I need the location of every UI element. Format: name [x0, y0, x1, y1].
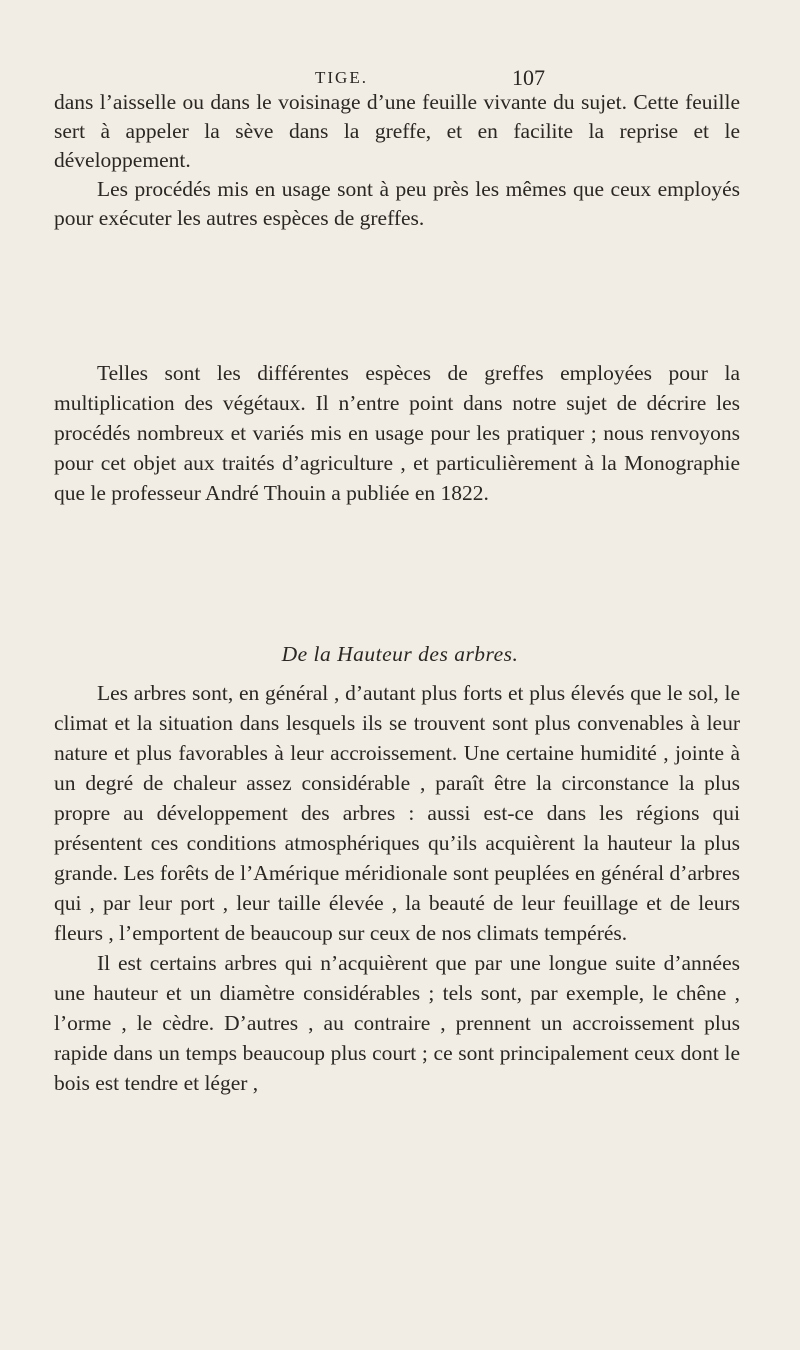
paragraph: Il est certains arbres qui n’acquièrent que par une longue suite d’années une hauteur et un diamètre considérables ; tels sont, par exemple, le chêne , l’orme , le cèdre. D’autres , au contraire , prennent un accroissement plus rapide dans un temps beaucoup plus court ; ce sont principalement ceux dont le bois est tendre et léger , [54, 951, 740, 1095]
text-block-middle [54, 358, 740, 508]
paragraph: Les procédés mis en usage sont à peu près les mêmes que ceux employés pour exécuter les autres espèces de greffes. [54, 177, 740, 230]
running-title: TIGE. [315, 68, 368, 87]
section-heading: De la Hauteur des arbres. [281, 642, 519, 666]
paragraph: Telles sont les différentes espèces de greffes employées pour la multiplication des végétaux. Il n’entre point dans notre sujet de décrire les procédés nombreux et variés mis en usage pour les pratiquer ; nous renvoyons pour cet objet aux traités d’agriculture , et particulièrement à la Monographie que le professeur André Thouin a publiée en 1822. [54, 361, 740, 505]
page-number: 107 [512, 65, 545, 90]
text-block-bottom [54, 678, 740, 1098]
paragraph: dans l’aisselle ou dans le voisinage d’une feuille vivante du sujet. Cette feuille sert à appeler la sève dans la greffe, et en facilite la reprise et le développement. [54, 90, 740, 172]
paragraph: Les arbres sont, en général , d’autant plus forts et plus élevés que le sol, le climat et la situation dans lesquels ils se trouvent sont plus convenables à leur nature et plus favorables à leur accroissement. Une certaine humidité , jointe à un degré de chaleur assez considérable , paraît être la circonstance la plus propre au développement des arbres : aussi est-ce dans les régions qui présentent ces conditions atmosphériques qu’ils acquièrent la hauteur la plus grande. Les forêts de l’Amérique méridionale sont peuplées en général d’arbres qui , par leur port , leur taille élevée , la beauté de leur feuillage et de leurs fleurs , l’emportent de beaucoup sur ceux de nos climats tempérés. [54, 681, 740, 945]
text-block-top [54, 88, 740, 233]
